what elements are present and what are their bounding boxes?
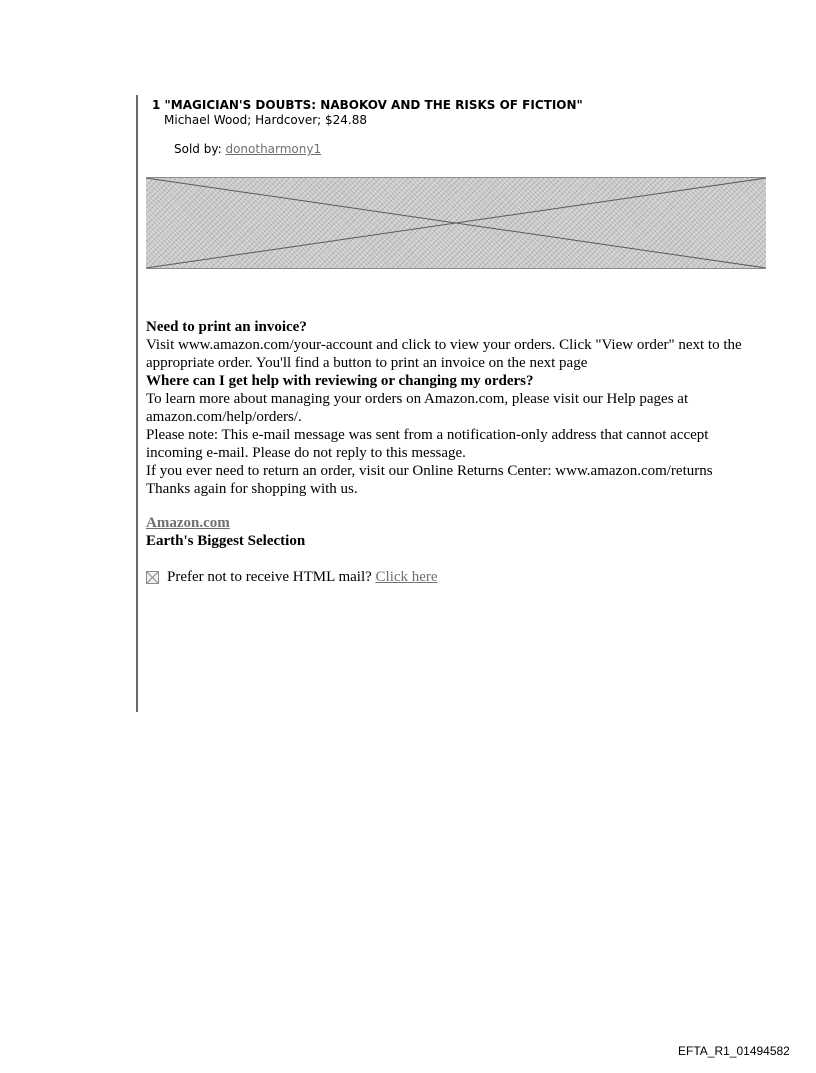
broken-banner-image — [146, 177, 766, 269]
html-pref-text: Prefer not to receive HTML mail? — [167, 569, 372, 585]
help-heading: Where can I get help with reviewing or changing my orders? — [146, 373, 534, 389]
tagline: Earth's Biggest Selection — [146, 533, 306, 549]
seller-link[interactable]: donotharmony1 — [225, 142, 322, 156]
click-here-link[interactable]: Click here — [375, 569, 438, 585]
sold-by-label: Sold by: — [174, 142, 222, 156]
email-body — [146, 318, 766, 586]
invoice-heading: Need to print an invoice? — [146, 319, 307, 335]
order-item — [152, 98, 766, 157]
invoice-body: Visit www.amazon.com/your-account and click to view your orders. Click "View order" next to the appropriate order. You'll find a button to print an invoice on the next page — [146, 337, 742, 371]
signature — [146, 514, 766, 550]
quote-rule — [136, 95, 138, 712]
banner-cross — [146, 178, 766, 268]
html-preference — [146, 568, 766, 586]
notification-note: Please note: This e-mail message was sent from a notification-only address that cannot accept incoming e-mail. Please do not reply to this message. — [146, 427, 709, 461]
item-details: Michael Wood; Hardcover; $24.88 — [164, 113, 368, 127]
amazon-link[interactable]: Amazon.com — [146, 515, 230, 531]
help-body: To learn more about managing your orders on Amazon.com, please visit our Help pages at amazon.com/help/orders/. — [146, 391, 689, 425]
item-title: 1 "MAGICIAN'S DOUBTS: NABOKOV AND THE RISKS OF FICTION" — [152, 98, 583, 112]
thanks-text: Thanks again for shopping with us. — [146, 481, 358, 497]
returns-text: If you ever need to return an order, visit our Online Returns Center: www.amazon.com/returns — [146, 463, 713, 479]
document-id: EFTA_R1_01494582 — [678, 1044, 790, 1058]
broken-image-icon — [146, 571, 159, 584]
sold-by — [174, 142, 766, 157]
